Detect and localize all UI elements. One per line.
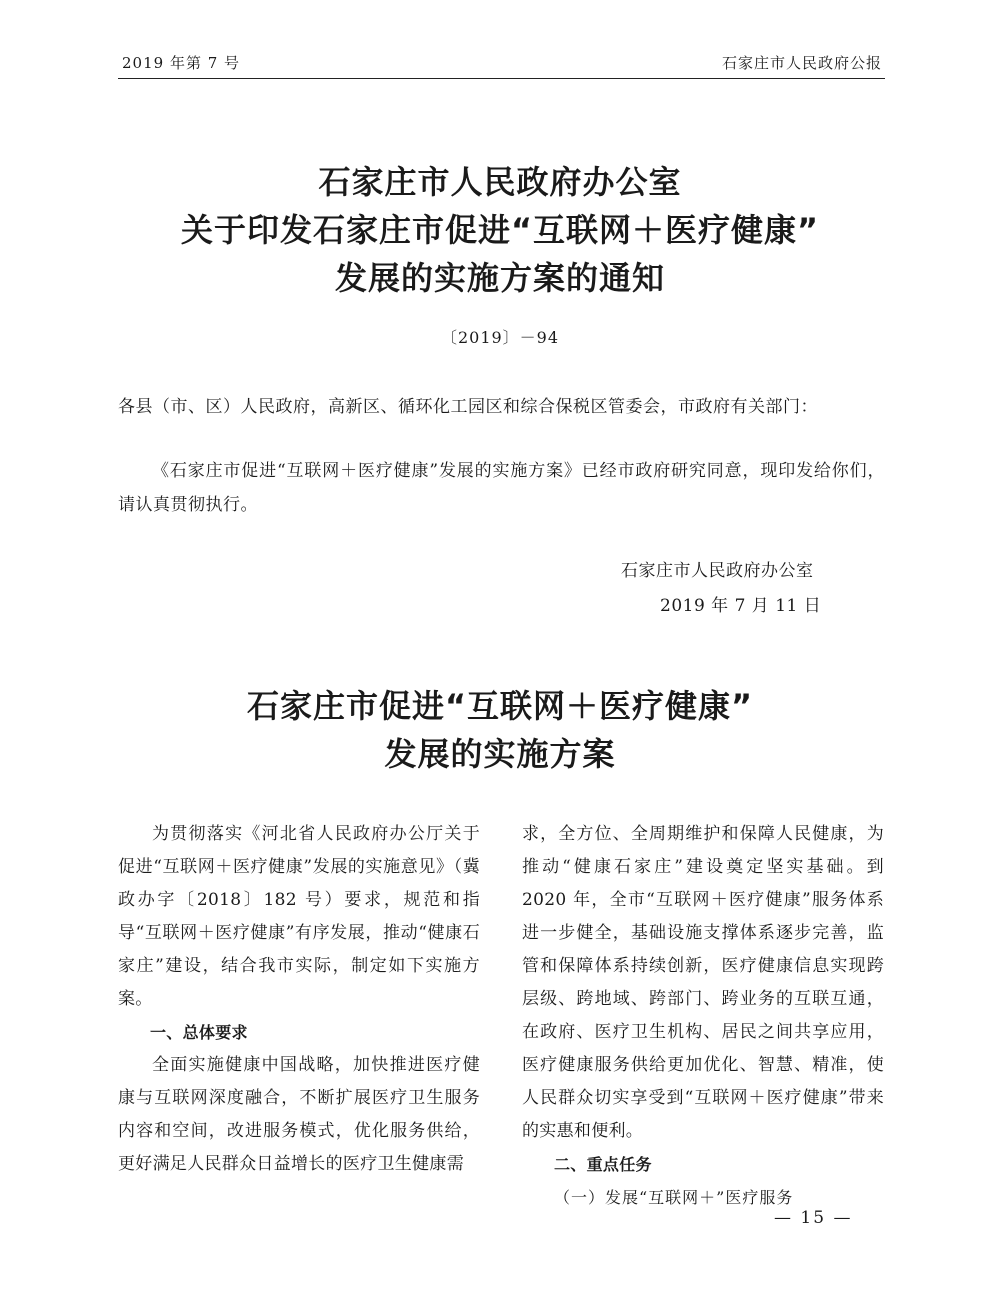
subsection-heading-internet-medical: （一）发展“互联网＋”医疗服务 [554, 1188, 794, 1207]
plan-title [0, 682, 1000, 778]
notice-title-line-3: 发展的实施方案的通知 [334, 259, 665, 297]
notice-body: 《石家庄市促进“互联网＋医疗健康”发展的实施方案》已经市政府研究同意，现印发给你们，请认真贯彻执行。 [118, 461, 885, 515]
notice-title-line-2: 关于印发石家庄市促进“互联网＋医疗健康” [180, 211, 820, 249]
plan-title-line-1: 石家庄市促进“互联网＋医疗健康” [246, 687, 754, 725]
section-body-general [118, 1049, 480, 1181]
left-column [118, 818, 480, 1181]
signature-organization: 石家庄市人民政府办公室 [621, 561, 814, 581]
header-divider [118, 78, 885, 79]
plan-title-line-2: 发展的实施方案 [384, 735, 616, 773]
right-column-flow: 求，全方位、全周期维护和保障人民健康，为推动“健康石家庄”建设奠定坚实基础。到 2020 年，全市“互联网＋医疗健康”服务体系进一步健全，基础设施支撑体系逐步完善，监管和保障体系持续创新，医疗健康信息实现跨层级、跨地域、跨部门、跨业务的互联互通，在政府、医疗卫生机构、居民之间共享应用，医疗健康服务供给更加优化、智慧、精准，使人民群众切实享受到“互联网＋医疗健康”带来的实惠和便利。 [522, 824, 884, 1141]
section-heading-general: 一、总体要求 [150, 1023, 248, 1042]
section-heading-tasks: 二、重点任务 [554, 1155, 652, 1174]
notice-title-line-1: 石家庄市人民政府办公室 [318, 163, 682, 201]
page-number: — 15 — [774, 1208, 853, 1228]
plan-intro: 为贯彻落实《河北省人民政府办公厅关于促进“互联网＋医疗健康”发展的实施意见》（冀政办字〔2018〕182 号）要求，规范和指导“互联网＋医疗健康”有序发展，推动“健康石家庄”建设，结合我市实际，制定如下实施方案。 [118, 824, 480, 1009]
right-column [522, 818, 884, 1214]
issue-label: 2019 年第 7 号 [122, 54, 241, 72]
document-number: 〔2019〕－94 [440, 328, 560, 347]
notice-title [0, 158, 1000, 302]
section-body-general-text: 全面实施健康中国战略，加快推进医疗健康与互联网深度融合，不断扩展医疗卫生服务内容和空间，改进服务模式，优化服务供给，更好满足人民群众日益增长的医疗卫生健康需 [118, 1055, 480, 1174]
signature-date: 2019 年 7 月 11 日 [660, 596, 822, 616]
publication-name: 石家庄市人民政府公报 [721, 54, 882, 72]
notice-addressee: 各县（市、区）人民政府，高新区、循环化工园区和综合保税区管委会，市政府有关部门： [118, 397, 818, 417]
